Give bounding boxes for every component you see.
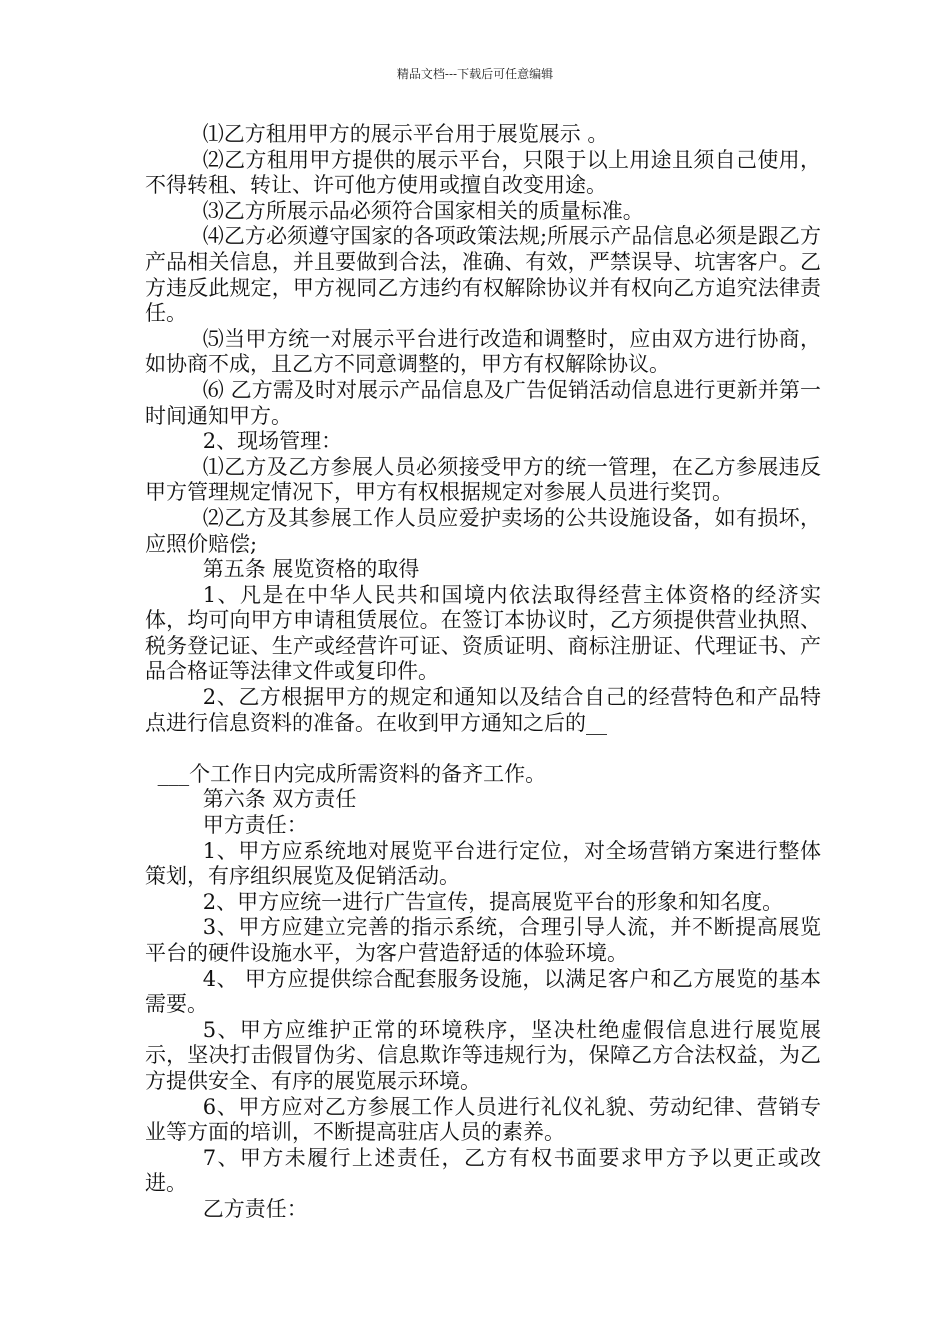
section-heading: 甲方责任： bbox=[202, 813, 308, 838]
document-body bbox=[145, 122, 821, 1223]
paragraph: ⑴乙方租用甲方的展示平台用于展览展示 。 bbox=[202, 122, 609, 146]
paragraph: ⑵乙方租用甲方提供的展示平台，只限于以上用途且须自己使用，不得转租、转让、许可他方使用或擅自改变用途。 bbox=[145, 147, 821, 198]
section-heading: 2、现场管理： bbox=[202, 429, 343, 454]
article-heading: 第六条 双方责任 bbox=[202, 787, 357, 812]
paragraph: 2、乙方根据甲方的规定和通知以及结合自己的经营特色和产品特点进行信息资料的准备。在收到甲方通知之后的__ bbox=[145, 685, 821, 735]
paragraph: 2、甲方应统一进行广告宣传，提高展览平台的形象和知名度。 bbox=[202, 889, 784, 914]
paragraph: 5、甲方应维护正常的环境秩序，坚决杜绝虚假信息进行展览展示，坚决打击假冒伪劣、信息欺诈等违规行为，保障乙方合法权益，为乙方提供安全、有序的展览展示环境。 bbox=[145, 1017, 821, 1093]
paragraph: ⑹ 乙方需及时对展示产品信息及广告促销活动信息进行更新并第一时间通知甲方。 bbox=[145, 377, 821, 428]
paragraph: ⑷乙方必须遵守国家的各项政策法规;所展示产品信息必须是跟乙方产品相关信息，并且要做到合法，准确、有效，严禁误导、坑害客户。乙方违反此规定，甲方视同乙方违约有权解除协议并有权向乙方追究法律责任。 bbox=[145, 224, 821, 326]
page-header: 精品文档---下载后可任意编辑 bbox=[396, 67, 554, 81]
paragraph: ⑴乙方及乙方参展人员必须接受甲方的统一管理，在乙方参展违反甲方管理规定情况下，甲方有权根据规定对参展人员进行奖罚。 bbox=[145, 454, 821, 505]
paragraph: ___个工作日内完成所需资料的备齐工作。 bbox=[157, 761, 547, 786]
paragraph: ⑸当甲方统一对展示平台进行改造和调整时，应由双方进行协商，如协商不成，且乙方不同意调整的，甲方有权解除协议。 bbox=[145, 326, 821, 377]
paragraph: ⑵乙方及其参展工作人员应爱护卖场的公共设施设备，如有损坏，应照价赔偿; bbox=[145, 505, 821, 556]
paragraph: ⑶乙方所展示品必须符合国家相关的质量标准。 bbox=[202, 198, 644, 223]
paragraph: 1、凡是在中华人民共和国境内依法取得经营主体资格的经济实体，均可向甲方申请租赁展位。在签订本协议时，乙方须提供营业执照、税务登记证、生产或经营许可证、资质证明、商标注册证、代理证书、产品合格证等法律文件或复印件。 bbox=[145, 582, 821, 684]
paragraph: 3、甲方应建立完善的指示系统，合理引导人流，并不断提高展览平台的硬件设施水平，为客户营造舒适的体验环境。 bbox=[145, 915, 821, 965]
paragraph: 4、 甲方应提供综合配套服务设施，以满足客户和乙方展览的基本需要。 bbox=[145, 966, 821, 1017]
section-heading: 乙方责任： bbox=[202, 1196, 308, 1221]
paragraph: 1、甲方应系统地对展览平台进行定位，对全场营销方案进行整体策划，有序组织展览及促销活动。 bbox=[145, 838, 821, 889]
article-heading: 第五条 展览资格的取得 bbox=[202, 557, 420, 582]
paragraph: 6、甲方应对乙方参展工作人员进行礼仪礼貌、劳动纪律、营销专业等方面的培训，不断提高驻店人员的素养。 bbox=[145, 1094, 821, 1145]
paragraph: 7、甲方未履行上述责任，乙方有权书面要求甲方予以更正或改进。 bbox=[145, 1145, 821, 1196]
